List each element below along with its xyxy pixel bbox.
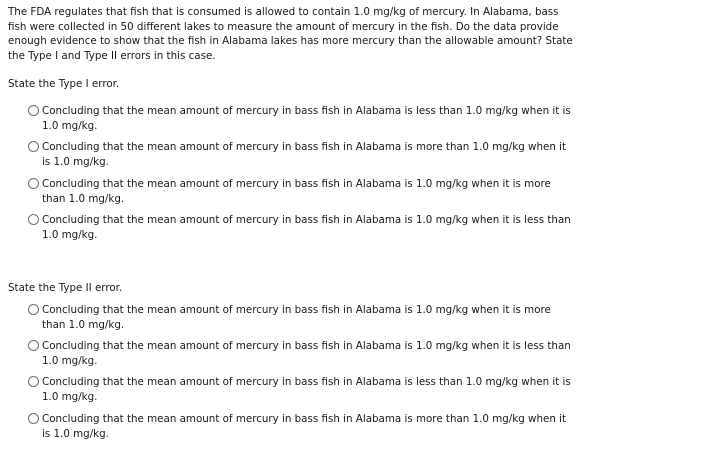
option-label: Concluding that the mean amount of mercury in bass fish in Alabama is more than 1.0 mg/kg when it is 1.0 mg/kg. xyxy=(42,413,567,440)
radio-button[interactable] xyxy=(28,141,39,152)
option-label: Concluding that the mean amount of mercury in bass fish in Alabama is 1.0 mg/kg when it is more than 1.0 mg/kg. xyxy=(42,178,551,205)
option-label: Concluding that the mean amount of mercury in bass fish in Alabama is more than 1.0 mg/kg when it is 1.0 mg/kg. xyxy=(42,141,567,168)
type1-prompt: State the Type I error. xyxy=(8,78,120,90)
type2-option-2[interactable] xyxy=(28,339,574,368)
type2-option-4[interactable] xyxy=(28,412,574,441)
question-intro: The FDA regulates that fish that is consumed is allowed to contain 1.0 mg/kg of mercury. In Alabama, bass fish were collected in 50 different lakes to measure the amount of mercury in the fish. Do the data provide enough evidence to show that the fish in Alabama lakes has more mercury than the allowable amount? State the Type I and Type II errors in this case. xyxy=(8,6,573,62)
radio-button[interactable] xyxy=(28,376,39,387)
radio-button[interactable] xyxy=(28,214,39,225)
type1-option-4[interactable] xyxy=(28,213,574,242)
option-label: Concluding that the mean amount of mercury in bass fish in Alabama is 1.0 mg/kg when it is less than 1.0 mg/kg. xyxy=(42,340,571,367)
type2-option-1[interactable] xyxy=(28,303,574,332)
option-label: Concluding that the mean amount of mercury in bass fish in Alabama is less than 1.0 mg/kg when it is 1.0 mg/kg. xyxy=(42,105,571,132)
option-label: Concluding that the mean amount of mercury in bass fish in Alabama is less than 1.0 mg/kg when it is 1.0 mg/kg. xyxy=(42,376,571,403)
radio-button[interactable] xyxy=(28,105,39,116)
radio-button[interactable] xyxy=(28,413,39,424)
option-label: Concluding that the mean amount of mercury in bass fish in Alabama is 1.0 mg/kg when it is less than 1.0 mg/kg. xyxy=(42,214,571,241)
type1-option-3[interactable] xyxy=(28,177,574,206)
type1-option-2[interactable] xyxy=(28,140,574,169)
type2-prompt: State the Type II error. xyxy=(8,282,123,294)
radio-button[interactable] xyxy=(28,178,39,189)
radio-button[interactable] xyxy=(28,340,39,351)
radio-button[interactable] xyxy=(28,304,39,315)
type1-option-1[interactable] xyxy=(28,104,574,133)
option-label: Concluding that the mean amount of mercury in bass fish in Alabama is 1.0 mg/kg when it is more than 1.0 mg/kg. xyxy=(42,304,551,331)
type2-option-3[interactable] xyxy=(28,375,574,404)
